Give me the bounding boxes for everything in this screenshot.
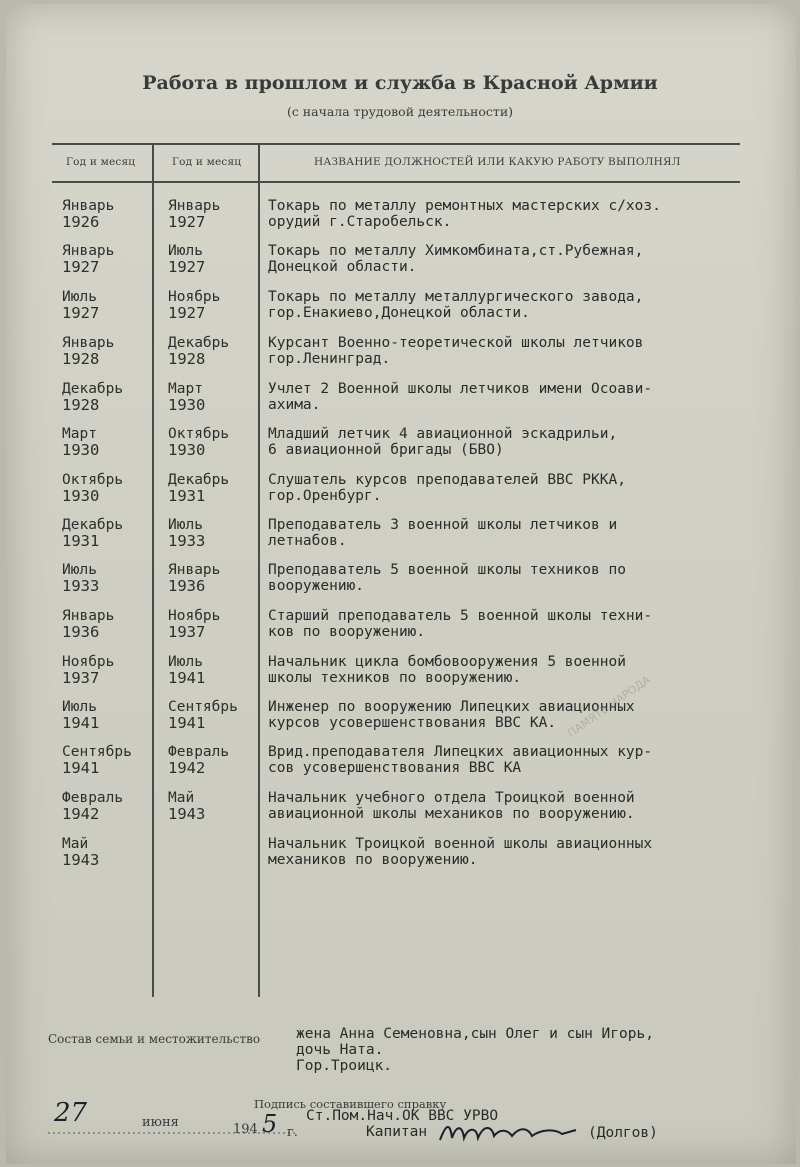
to-month: Январь: [168, 198, 221, 214]
job-line: Начальник Троицкой военной школы авиационных: [268, 836, 653, 852]
job-line: Начальник цикла бомбовооружения 5 военной: [268, 654, 626, 670]
from-year: 1941: [62, 759, 100, 777]
to-month: Май: [168, 790, 195, 806]
from-year: 1926: [62, 213, 100, 231]
from-month: Октябрь: [62, 472, 124, 488]
to-month: Июль: [168, 654, 203, 670]
job-line: механиков по вооружению.: [268, 852, 478, 868]
date-year-digit: 5: [262, 1110, 278, 1138]
from-year: 1931: [62, 532, 100, 550]
handwritten-signature: [436, 1118, 586, 1146]
to-year: 1943: [168, 805, 206, 823]
to-year: 1941: [168, 714, 206, 732]
to-year: 1928: [168, 350, 206, 368]
from-month: Июль: [62, 289, 97, 305]
job-line: Токарь по металлу ремонтных мастерских с/хоз.: [268, 198, 661, 214]
from-year: 1943: [62, 851, 100, 869]
to-month: Декабрь: [168, 472, 230, 488]
job-line: ахима.: [268, 397, 321, 413]
to-year: 1927: [168, 258, 206, 276]
job-line: Донецкой области.: [268, 259, 417, 275]
job-line: гор.Енакиево,Донецкой области.: [268, 305, 530, 321]
job-line: вооружению.: [268, 578, 365, 594]
job-line: курсов усовершенствования ВВС КА.: [268, 715, 557, 731]
job-line: Преподаватель 5 военной школы техников по: [268, 562, 626, 578]
job-line: ков по вооружению.: [268, 624, 426, 640]
from-year: 1927: [62, 304, 100, 322]
page-title: Работа в прошлом и служба в Красной Армии: [142, 72, 658, 94]
signatory-name: (Долгов): [588, 1125, 658, 1141]
from-year: 1937: [62, 669, 100, 687]
from-month: Май: [62, 836, 89, 852]
job-line: школы техников по вооружению.: [268, 670, 522, 686]
job-line: Учлет 2 Военной школы летчиков имени Осоави-: [268, 381, 653, 397]
from-year: 1941: [62, 714, 100, 732]
job-line: Врид.преподавателя Липецких авиационных кур-: [268, 744, 653, 760]
from-month: Март: [62, 426, 97, 442]
from-month: Декабрь: [62, 381, 124, 397]
from-month: Январь: [62, 335, 115, 351]
job-line: Токарь по металлу Химкомбината,ст.Рубежная,: [268, 243, 644, 259]
job-line: сов усовершенствования ВВС КА: [268, 760, 522, 776]
job-line: Курсант Военно-теоретической школы летчиков: [268, 335, 644, 351]
from-year: 1933: [62, 577, 100, 595]
from-year: 1928: [62, 396, 100, 414]
job-line: Преподаватель 3 военной школы летчиков и: [268, 517, 618, 533]
date-month: июня: [142, 1115, 179, 1130]
from-month: Декабрь: [62, 517, 124, 533]
to-year: 1930: [168, 441, 206, 459]
family-line: Гор.Троицк.: [296, 1058, 393, 1074]
to-year: 1927: [168, 304, 206, 322]
to-year: 1933: [168, 532, 206, 550]
from-year: 1930: [62, 487, 100, 505]
to-year: 1937: [168, 623, 206, 641]
from-year: 1927: [62, 258, 100, 276]
column-divider-2: [258, 145, 260, 997]
page-subtitle: (с начала трудовой деятельности): [286, 104, 514, 119]
signature-label: Подпись составившего справку: [254, 1097, 447, 1111]
to-month: Сентябрь: [168, 699, 238, 715]
from-month: Июль: [62, 699, 97, 715]
from-month: Февраль: [62, 790, 124, 806]
job-line: Токарь по металлу металлургического завода,: [268, 289, 644, 305]
family-label: Состав семьи и местожительство: [48, 1032, 261, 1046]
to-year: 1927: [168, 213, 206, 231]
job-line: авиационной школы механиков по вооружению.: [268, 806, 635, 822]
date-day: 27: [54, 1098, 88, 1128]
from-month: Январь: [62, 243, 115, 259]
from-month: Январь: [62, 608, 115, 624]
family-line: жена Анна Семеновна,сын Олег и сын Игорь,: [296, 1026, 654, 1042]
to-month: Июль: [168, 243, 203, 259]
date-underline: [48, 1130, 298, 1136]
table-header-rule: [52, 181, 740, 183]
signatory-position: Ст.Пом.Нач.ОК ВВС УРВО: [306, 1108, 499, 1124]
job-line: Начальник учебного отдела Троицкой военной: [268, 790, 635, 806]
from-month: Июль: [62, 562, 97, 578]
to-month: Март: [168, 381, 203, 397]
watermark: ПАМЯТЬ НАРОДА: [565, 673, 653, 740]
from-month: Январь: [62, 198, 115, 214]
to-month: Ноябрь: [168, 608, 221, 624]
to-year: 1930: [168, 396, 206, 414]
job-line: 6 авиационной бригады (БВО): [268, 442, 504, 458]
from-year: 1928: [62, 350, 100, 368]
to-month: Октябрь: [168, 426, 230, 442]
job-line: орудий г.Старобельск.: [268, 214, 452, 230]
job-line: Старший преподаватель 5 военной школы техни-: [268, 608, 653, 624]
from-month: Сентябрь: [62, 744, 132, 760]
from-year: 1942: [62, 805, 100, 823]
table-top-rule: [52, 143, 740, 145]
job-line: летнабов.: [268, 533, 347, 549]
family-text: [296, 1026, 654, 1074]
to-month: Февраль: [168, 744, 230, 760]
to-year: 1936: [168, 577, 206, 595]
to-month: Ноябрь: [168, 289, 221, 305]
header-position: НАЗВАНИЕ ДОЛЖНОСТЕЙ ИЛИ КАКУЮ РАБОТУ ВЫПОЛНЯЛ: [314, 156, 681, 168]
date-year-prefix: 194: [233, 1122, 258, 1137]
to-month: Декабрь: [168, 335, 230, 351]
header-to: Год и месяц: [172, 156, 242, 168]
job-line: Младший летчик 4 авиационной эскадрильи,: [268, 426, 618, 442]
to-month: Июль: [168, 517, 203, 533]
job-line: гор.Ленинград.: [268, 351, 391, 367]
job-line: Слушатель курсов преподавателей ВВС РККА,: [268, 472, 626, 488]
family-line: дочь Ната.: [296, 1042, 384, 1058]
signatory-rank: Капитан: [366, 1124, 428, 1140]
job-line: Инженер по вооружению Липецких авиационных: [268, 699, 635, 715]
job-line: гор.Оренбург.: [268, 488, 382, 504]
column-divider-1: [152, 145, 154, 997]
date-year-suffix: г.: [287, 1125, 298, 1140]
from-month: Ноябрь: [62, 654, 115, 670]
from-year: 1930: [62, 441, 100, 459]
to-year: 1941: [168, 669, 206, 687]
to-year: 1942: [168, 759, 206, 777]
to-year: 1931: [168, 487, 206, 505]
header-from: Год и месяц: [66, 156, 136, 168]
from-year: 1936: [62, 623, 100, 641]
to-month: Январь: [168, 562, 221, 578]
